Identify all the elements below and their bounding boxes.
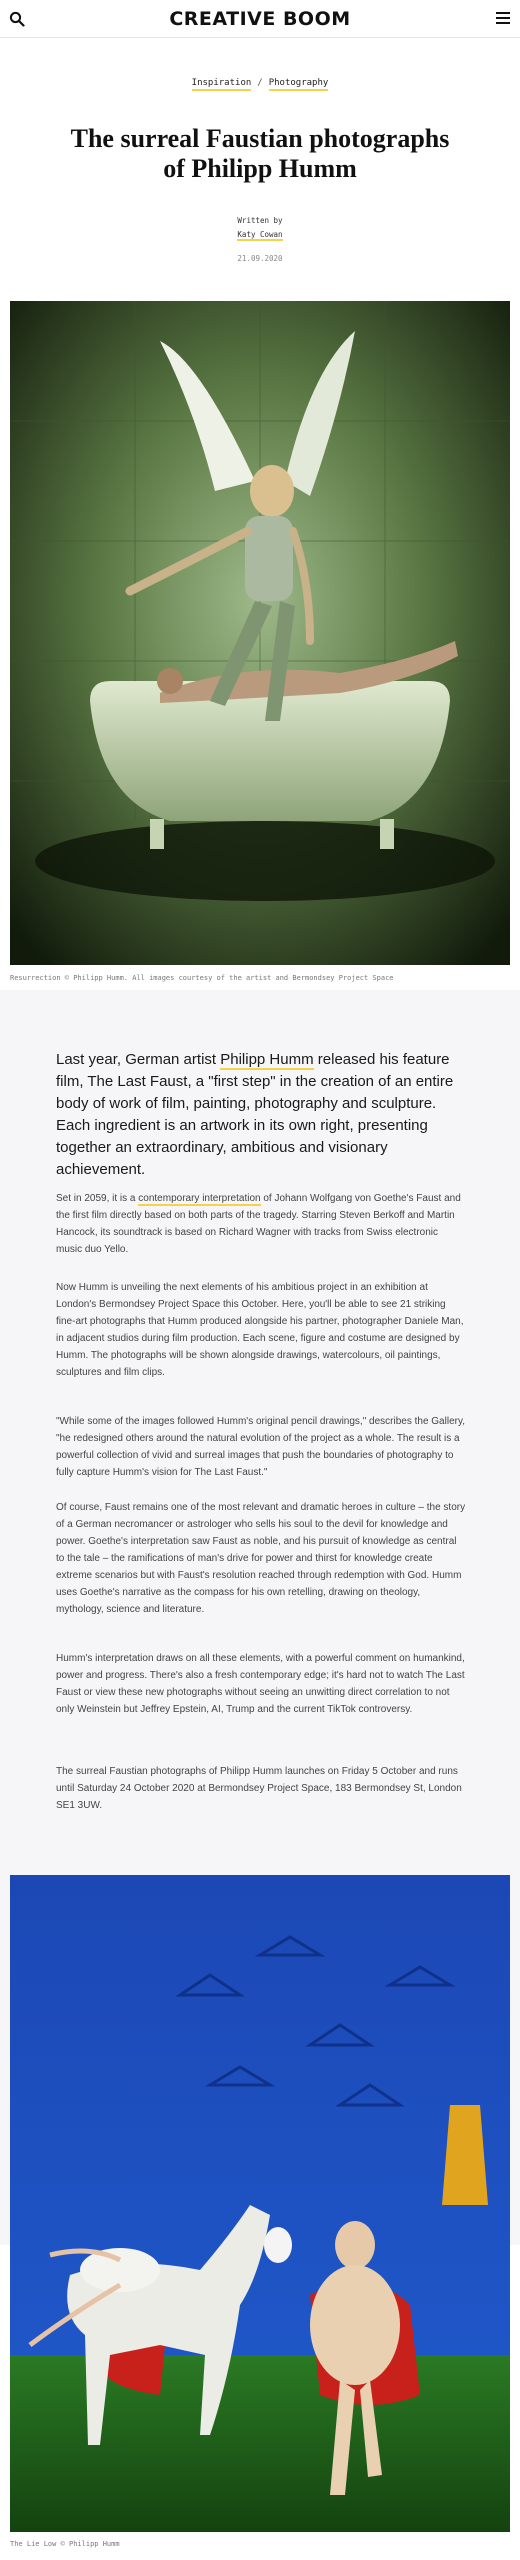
written-by-label: Written by (237, 216, 283, 225)
paragraph-4: Of course, Faust remains one of the most relevant and dramatic heroes in culture – the story of a German necromancer or astrologer who sells his soul to the devil for knowledge and power. Goethe's interpretation saw Faust as noble, and his pursuit of knowledge as central to the tale – the ramifications of man's drive for power and thirst for knowledge create extreme scenarios but with Faust's resolution reached through redemption with God. Humm uses Goethe's narrative as the compass for his own retelling, drawing on theology, mythology, science and literature. (56, 1502, 466, 1615)
p1-text-end: of Johann Wolfgang von Goethe's Faust and the first film directly based on both parts of the tragedy. Starring Steven Berkoff and Martin Hancock, its soundtrack is based on Richard Wagner with tracks from Swiss electronic music duo Yello. (56, 1193, 461, 1255)
category-link-inspiration[interactable]: Inspiration (192, 78, 252, 91)
byline (0, 214, 520, 242)
lead-text-start: Last year, German artist (56, 1051, 221, 1068)
article-image-the-lie-low[interactable] (10, 1875, 510, 2532)
contemporary-interpretation-link[interactable]: contemporary interpretation (138, 1193, 261, 1204)
hamburger-menu-icon[interactable] (496, 12, 510, 24)
image-caption-resurrection: Resurrection © Philipp Humm. All images courtesy of the artist and Bermondsey Project Space (10, 974, 394, 982)
site-header (0, 0, 520, 38)
paragraph-6: The surreal Faustian photographs of Philipp Humm launches on Friday 5 October and runs until Saturday 24 October 2020 at Bermondsey Project Space, 183 Bermondsey St, London SE1 3UW. (56, 1766, 462, 1811)
author-link[interactable]: Katy Cowan (237, 230, 283, 239)
article-title: The surreal Faustian photographs of Philipp Humm (70, 124, 450, 183)
lead-text-end: released his feature film, The Last Faust, a "first step" in the creation of an entire body of work of film, painting, photography and sculpture. Each ingredient is an artwork in its own right, presenting together an extraordinary, ambitious and visionary achievement. (56, 1051, 454, 1178)
image-caption-the-lie-low: The Lie Low © Philipp Humm (10, 2540, 120, 2548)
category-link-photography[interactable]: Photography (269, 78, 329, 91)
paragraph-3: "While some of the images followed Humm's original pencil drawings," describes the Gallery, "he redesigned others around the natural evolution of the project as a whole. The result is a powerful collection of vivid and surreal images that push the boundaries of photography to fully capture Humm's vision for The Last Faust." (56, 1416, 465, 1478)
p1-text-start: Set in 2059, it is a (56, 1193, 139, 1204)
resurrection-photo (10, 301, 510, 965)
publish-date: 21.09.2020 (237, 254, 283, 263)
site-logo[interactable]: CREATIVE BOOM (169, 8, 351, 30)
the-lie-low-photo (10, 1875, 510, 2532)
category-separator: / (257, 78, 263, 88)
category-breadcrumb (0, 78, 520, 88)
paragraph-1 (56, 1190, 466, 1258)
article-lead-paragraph (56, 1049, 466, 1181)
philipp-humm-link[interactable]: Philipp Humm (220, 1051, 314, 1068)
article-image-resurrection[interactable] (10, 301, 510, 965)
paragraph-2: Now Humm is unveiling the next elements of his ambitious project in an exhibition at London's Bermondsey Project Space this October. Here, you'll be able to see 21 striking fine-art photographs that Humm produced alongside his partner, photographer Daniele Man, in adjacent studios during film production. Each scene, figure and costume are designed by Humm. The photographs will be shown alongside drawings, watercolours, oil paintings, sculptures and film clips. (56, 1282, 464, 1378)
paragraph-5: Humm's interpretation draws on all these elements, with a powerful comment on humankind, power and progress. There's also a fresh contemporary edge; it's hard not to watch The Last Faust or view these new photographs without seeing an unwitting direct correlation to not only Weinstein but Jeffrey Epstein, AI, Trump and the current TikTok controversy. (56, 1653, 465, 1715)
